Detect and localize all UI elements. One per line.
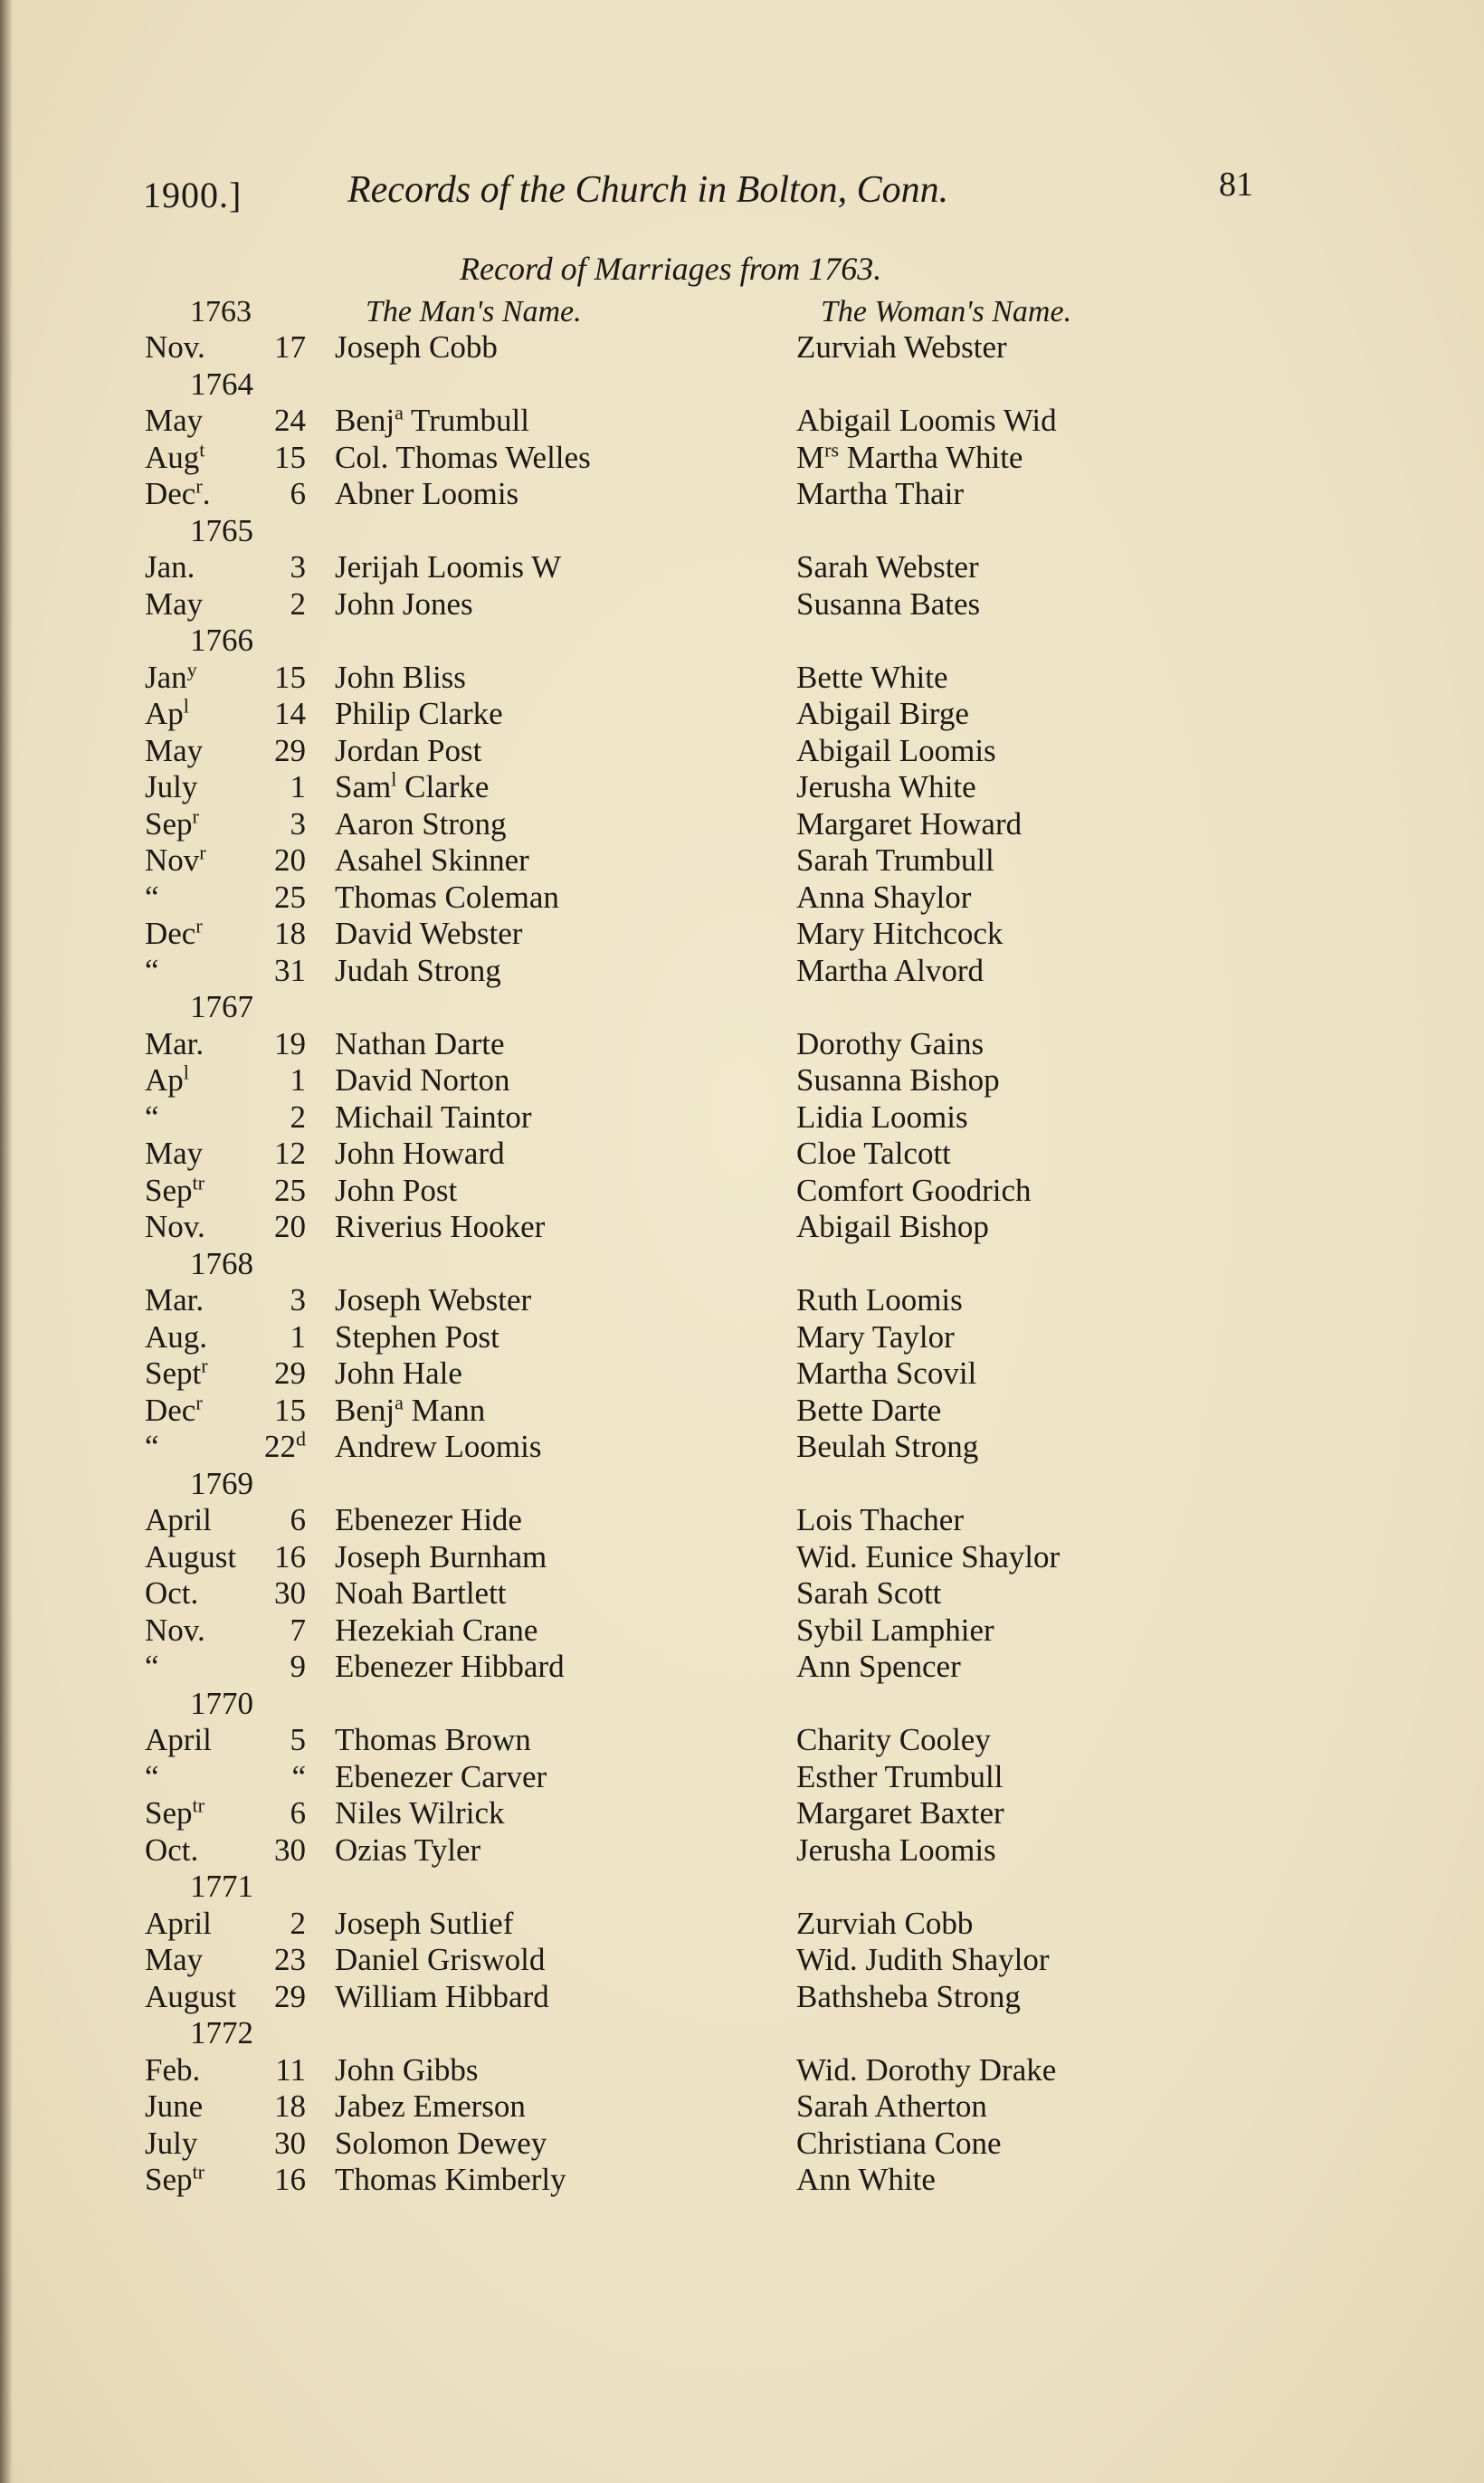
record-man-name: Niles Wilrick — [335, 1795, 505, 1831]
record-man-name: Thomas Kimberly — [335, 2162, 566, 2197]
record-day: 1 — [290, 1318, 306, 1355]
marriage-record-row — [0, 1062, 1484, 1099]
marriage-record-row — [0, 1429, 1484, 1466]
record-day: 30 — [274, 1831, 306, 1868]
record-woman-name: Sarah Atherton — [796, 2088, 987, 2124]
record-man-name: Jordan Post — [335, 732, 482, 768]
record-woman-name: Sarah Webster — [796, 549, 979, 585]
record-day: 16 — [274, 1538, 306, 1574]
record-month: Ap$^l$ — [145, 694, 189, 731]
record-woman-name: Zurviah Cobb — [796, 1905, 974, 1941]
year-heading-row — [0, 623, 1484, 660]
year-heading-row — [0, 1686, 1484, 1723]
record-day: 29 — [274, 1978, 306, 2014]
record-woman-name: Comfort Goodrich — [796, 1172, 1032, 1208]
record-month: “ — [145, 879, 159, 915]
record-man-name: Joseph Sutlief — [335, 1905, 514, 1941]
record-man-name: Daniel Griswold — [335, 1942, 546, 1977]
record-man-name: Aaron Strong — [335, 805, 507, 842]
record-month: July — [145, 2125, 198, 2161]
record-man-name: Nathan Darte — [335, 1025, 505, 1061]
record-man-name: John Howard — [335, 1136, 505, 1171]
record-month: Nov. — [145, 329, 205, 365]
marriage-record-row — [0, 586, 1484, 623]
record-month: Oct. — [145, 1831, 199, 1868]
year-heading-row — [0, 1869, 1484, 1906]
record-month: Nov. — [145, 1209, 205, 1244]
marriage-record-row — [0, 329, 1484, 366]
record-day: 11 — [275, 2051, 306, 2088]
record-month: Dec$^r$ — [145, 914, 203, 951]
record-day: 29 — [274, 1356, 306, 1391]
record-day: 15 — [274, 1392, 306, 1428]
record-day: 1 — [290, 769, 306, 804]
year-heading: 1764 — [190, 366, 253, 402]
record-month: Feb. — [145, 2051, 201, 2088]
record-woman-name: Anna Shaylor — [796, 879, 972, 915]
record-woman-name: Jerusha Loomis — [796, 1831, 996, 1868]
record-man-name: Jerijah Loomis W — [335, 549, 562, 585]
record-woman-name: $M^{rs}$ Martha White — [796, 437, 1023, 475]
record-woman-name: Sybil Lamphier — [796, 1612, 994, 1648]
record-woman-name: Sarah Scott — [796, 1575, 942, 1611]
record-month: Dec$^r$ — [145, 1390, 203, 1428]
marriage-record-row — [0, 1502, 1484, 1539]
page-number: 81 — [1219, 166, 1253, 204]
record-day: 3 — [290, 1282, 306, 1318]
record-man-name: John Jones — [335, 585, 473, 622]
record-day: 18 — [274, 916, 306, 951]
marriage-record-row — [0, 1170, 1484, 1210]
marriage-record-row — [0, 880, 1484, 917]
record-woman-name: Jerusha White — [796, 769, 976, 804]
record-woman-name: Sarah Trumbull — [796, 842, 994, 878]
record-man-name: John Hale — [335, 1356, 462, 1391]
record-woman-name: Abigail Loomis — [796, 732, 996, 768]
record-day: 15 — [274, 659, 306, 695]
year-heading: 1766 — [190, 623, 253, 658]
record-month: May — [145, 585, 204, 622]
record-month: August — [145, 1538, 237, 1574]
record-man-name: William Hibbard — [335, 1978, 549, 2014]
record-day: 6 — [290, 1795, 306, 1831]
record-man-name: Michail Taintor — [335, 1099, 532, 1135]
marriage-record-row — [0, 2088, 1484, 2126]
record-man-name: Joseph Burnham — [335, 1538, 547, 1574]
record-day: 18 — [274, 2088, 306, 2124]
marriage-record-row — [0, 403, 1484, 440]
record-woman-name: Lois Thacher — [796, 1502, 964, 1537]
record-man-name: Andrew Loomis — [335, 1429, 542, 1464]
column-header-man: The Man's Name. — [366, 295, 582, 328]
marriage-record-row — [0, 1575, 1484, 1613]
record-man-name: David Norton — [335, 1062, 510, 1098]
record-woman-name: Lidia Loomis — [796, 1099, 968, 1135]
record-month: Sep$^{tr}$ — [145, 2160, 205, 2197]
record-day: 29 — [274, 732, 306, 768]
column-header-year: 1763 — [190, 295, 252, 328]
running-header — [0, 161, 1484, 224]
column-header-woman: The Woman's Name. — [821, 295, 1072, 328]
record-woman-name: Wid. Dorothy Drake — [796, 2051, 1057, 2088]
year-heading: 1767 — [190, 989, 253, 1024]
record-woman-name: Mary Taylor — [796, 1318, 955, 1355]
record-man-name: Joseph Cobb — [335, 329, 498, 365]
marriage-record-row — [0, 842, 1484, 880]
record-man-name: John Bliss — [335, 659, 466, 695]
record-month: April — [145, 1905, 212, 1941]
record-woman-name: Susanna Bishop — [796, 1062, 1000, 1098]
record-man-name: Col. Thomas Welles — [335, 439, 591, 475]
marriage-record-row — [0, 657, 1484, 697]
record-day: 7 — [290, 1612, 306, 1648]
record-month: Sept$^r$ — [145, 1354, 208, 1391]
record-day: 3 — [290, 805, 306, 842]
record-woman-name: Ruth Loomis — [796, 1282, 963, 1318]
record-day: 20 — [274, 842, 306, 878]
record-day: 14 — [274, 696, 306, 731]
marriage-record-row — [0, 1759, 1484, 1796]
record-woman-name: Beulah Strong — [796, 1429, 979, 1464]
record-day: 1 — [290, 1062, 306, 1098]
marriage-record-row — [0, 2162, 1484, 2199]
record-day: 31 — [274, 952, 306, 988]
marriage-record-row — [0, 1649, 1484, 1686]
marriage-record-row — [0, 1319, 1484, 1356]
record-woman-name: Zurviah Webster — [796, 329, 1007, 365]
record-day: 3 — [290, 549, 306, 585]
record-man-name: Benj$^a$ Trumbull — [335, 401, 529, 438]
record-man-name: Philip Clarke — [335, 696, 503, 731]
record-month: Aug. — [145, 1318, 208, 1355]
marriage-record-row — [0, 1282, 1484, 1319]
record-woman-name: Ann Spencer — [796, 1649, 961, 1684]
record-day: 17 — [274, 329, 306, 365]
marriage-record-row — [0, 806, 1484, 843]
record-man-name: Benj$^a$ Mann — [335, 1390, 486, 1428]
record-month: “ — [145, 952, 159, 988]
record-month: April — [145, 1722, 212, 1757]
marriage-record-row — [0, 916, 1484, 953]
marriage-record-row — [0, 1539, 1484, 1576]
marriage-record-row — [0, 1136, 1484, 1173]
year-heading-row — [0, 989, 1484, 1026]
record-woman-name: Ann White — [796, 2162, 936, 2197]
record-woman-name: Abigail Loomis Wid — [796, 403, 1057, 438]
record-woman-name: Abigail Birge — [796, 696, 969, 731]
record-day: 2 — [290, 1905, 306, 1941]
record-day: 30 — [274, 2125, 306, 2161]
record-month: Sep$^{tr}$ — [145, 1793, 205, 1831]
marriage-record-row — [0, 1099, 1484, 1137]
record-woman-name: Abigail Bishop — [796, 1209, 989, 1244]
year-heading-row — [0, 1246, 1484, 1283]
record-woman-name: Margaret Baxter — [796, 1795, 1004, 1831]
marriage-record-row — [0, 2126, 1484, 2163]
record-month: Nov. — [145, 1612, 205, 1648]
record-day: 6 — [290, 476, 306, 511]
record-month: May — [145, 732, 204, 768]
record-woman-name: Martha Alvord — [796, 952, 985, 988]
marriage-record-row — [0, 2052, 1484, 2089]
record-month: “ — [145, 1758, 159, 1794]
record-day: 12 — [274, 1136, 306, 1171]
record-woman-name: Martha Scovil — [796, 1356, 977, 1391]
record-day: 22$^d$ — [264, 1427, 306, 1464]
marriage-record-row — [0, 437, 1484, 477]
record-man-name: Thomas Coleman — [335, 879, 559, 915]
marriage-record-row — [0, 1209, 1484, 1246]
record-month: July — [145, 769, 198, 804]
marriage-record-row — [0, 1942, 1484, 1979]
record-woman-name: Bathsheba Strong — [796, 1978, 1021, 2014]
record-man-name: Hezekiah Crane — [335, 1612, 538, 1648]
record-day: 16 — [274, 2162, 306, 2197]
record-man-name: Ebenezer Hibbard — [335, 1649, 565, 1684]
marriage-record-row — [0, 733, 1484, 770]
record-month: “ — [145, 1649, 159, 1684]
record-man-name: Joseph Webster — [335, 1282, 532, 1318]
record-man-name: Ebenezer Hide — [335, 1502, 522, 1537]
marriage-record-row — [0, 1356, 1484, 1393]
record-man-name: David Webster — [335, 916, 523, 951]
marriage-record-row — [0, 953, 1484, 990]
marriage-record-row — [0, 1613, 1484, 1650]
record-woman-name: Mary Hitchcock — [796, 916, 1004, 951]
record-woman-name: Martha Thair — [796, 476, 964, 511]
marriage-record-row — [0, 1026, 1484, 1063]
record-man-name: Ozias Tyler — [335, 1831, 481, 1868]
header-year: 1900.] — [143, 175, 243, 215]
record-man-name: Judah Strong — [335, 952, 501, 988]
marriage-record-row — [0, 1832, 1484, 1869]
record-woman-name: Bette White — [796, 659, 948, 695]
record-month: Dec$^r$. — [145, 474, 211, 511]
record-day: 5 — [290, 1722, 306, 1757]
record-day: 20 — [274, 1209, 306, 1244]
record-month: “ — [145, 1099, 159, 1135]
record-month: Mar. — [145, 1282, 205, 1318]
record-month: “ — [145, 1429, 159, 1464]
record-woman-name: Charity Cooley — [796, 1722, 991, 1757]
record-day: 30 — [274, 1575, 306, 1611]
record-month: Oct. — [145, 1575, 199, 1611]
record-day: 6 — [290, 1502, 306, 1537]
record-man-name: Stephen Post — [335, 1318, 499, 1355]
record-man-name: Abner Loomis — [335, 476, 519, 511]
record-day: 24 — [274, 403, 306, 438]
year-heading: 1772 — [190, 2015, 253, 2050]
record-month: May — [145, 1136, 204, 1171]
record-woman-name: Susanna Bates — [796, 585, 981, 622]
marriage-record-row — [0, 1795, 1484, 1832]
record-man-name: Riverius Hooker — [335, 1209, 546, 1244]
record-man-name: Sam$^l$ Clarke — [335, 767, 490, 804]
record-day: “ — [291, 1758, 306, 1794]
year-heading-row — [0, 2015, 1484, 2052]
marriage-record-row — [0, 1979, 1484, 2016]
record-man-name: Solomon Dewey — [335, 2125, 547, 2161]
marriage-record-row — [0, 769, 1484, 806]
record-month: Mar. — [145, 1025, 205, 1061]
record-man-name: Ebenezer Carver — [335, 1758, 547, 1794]
year-heading-row — [0, 513, 1484, 550]
record-woman-name: Margaret Howard — [796, 805, 1023, 842]
record-woman-name: Bette Darte — [796, 1392, 942, 1428]
marriage-records-list — [0, 329, 1484, 2199]
record-woman-name: Esther Trumbull — [796, 1758, 1004, 1794]
record-man-name: Noah Bartlett — [335, 1575, 507, 1611]
record-day: 23 — [274, 1942, 306, 1977]
year-heading: 1769 — [190, 1465, 253, 1501]
year-heading: 1768 — [190, 1245, 253, 1281]
record-day: 25 — [274, 1172, 306, 1208]
year-heading: 1765 — [190, 512, 253, 548]
record-month: Aug$^t$ — [145, 437, 205, 475]
marriage-record-row — [0, 1906, 1484, 1943]
record-month: Nov$^r$ — [145, 841, 206, 878]
marriage-record-row — [0, 476, 1484, 513]
record-month: Jan. — [145, 549, 195, 585]
record-month: Ap$^l$ — [145, 1061, 189, 1098]
record-man-name: Asahel Skinner — [335, 842, 529, 878]
record-month: May — [145, 1942, 204, 1977]
record-woman-name: Wid. Eunice Shaylor — [796, 1538, 1061, 1574]
marriage-record-row — [0, 1390, 1484, 1430]
marriage-record-row — [0, 696, 1484, 733]
record-day: 19 — [274, 1025, 306, 1061]
record-month: Sep$^{tr}$ — [145, 1170, 205, 1208]
record-day: 15 — [274, 439, 306, 475]
record-month: June — [145, 2088, 204, 2124]
record-man-name: Thomas Brown — [335, 1722, 531, 1757]
marriage-record-row — [0, 549, 1484, 586]
marriage-record-row — [0, 1722, 1484, 1759]
record-woman-name: Wid. Judith Shaylor — [796, 1942, 1050, 1977]
record-month: April — [145, 1502, 212, 1537]
record-man-name: John Gibbs — [335, 2051, 479, 2088]
record-month: Sep$^r$ — [145, 804, 199, 842]
record-month: August — [145, 1978, 237, 2014]
section-title: Record of Marriages from 1763. — [460, 251, 882, 287]
record-man-name: John Post — [335, 1172, 458, 1208]
record-month: Jan$^y$ — [145, 657, 197, 695]
record-day: 25 — [274, 879, 306, 915]
record-day: 9 — [290, 1649, 306, 1684]
year-heading-row — [0, 1466, 1484, 1503]
record-day: 2 — [290, 585, 306, 622]
record-woman-name: Cloe Talcott — [796, 1136, 951, 1171]
record-month: May — [145, 403, 204, 438]
record-woman-name: Dorothy Gains — [796, 1025, 985, 1061]
year-heading: 1771 — [190, 1869, 253, 1904]
record-day: 2 — [290, 1099, 306, 1135]
record-woman-name: Christiana Cone — [796, 2125, 1002, 2161]
header-title: Records of the Church in Bolton, Conn. — [347, 169, 949, 211]
year-heading: 1770 — [190, 1685, 253, 1721]
record-man-name: Jabez Emerson — [335, 2088, 526, 2124]
year-heading-row — [0, 366, 1484, 404]
